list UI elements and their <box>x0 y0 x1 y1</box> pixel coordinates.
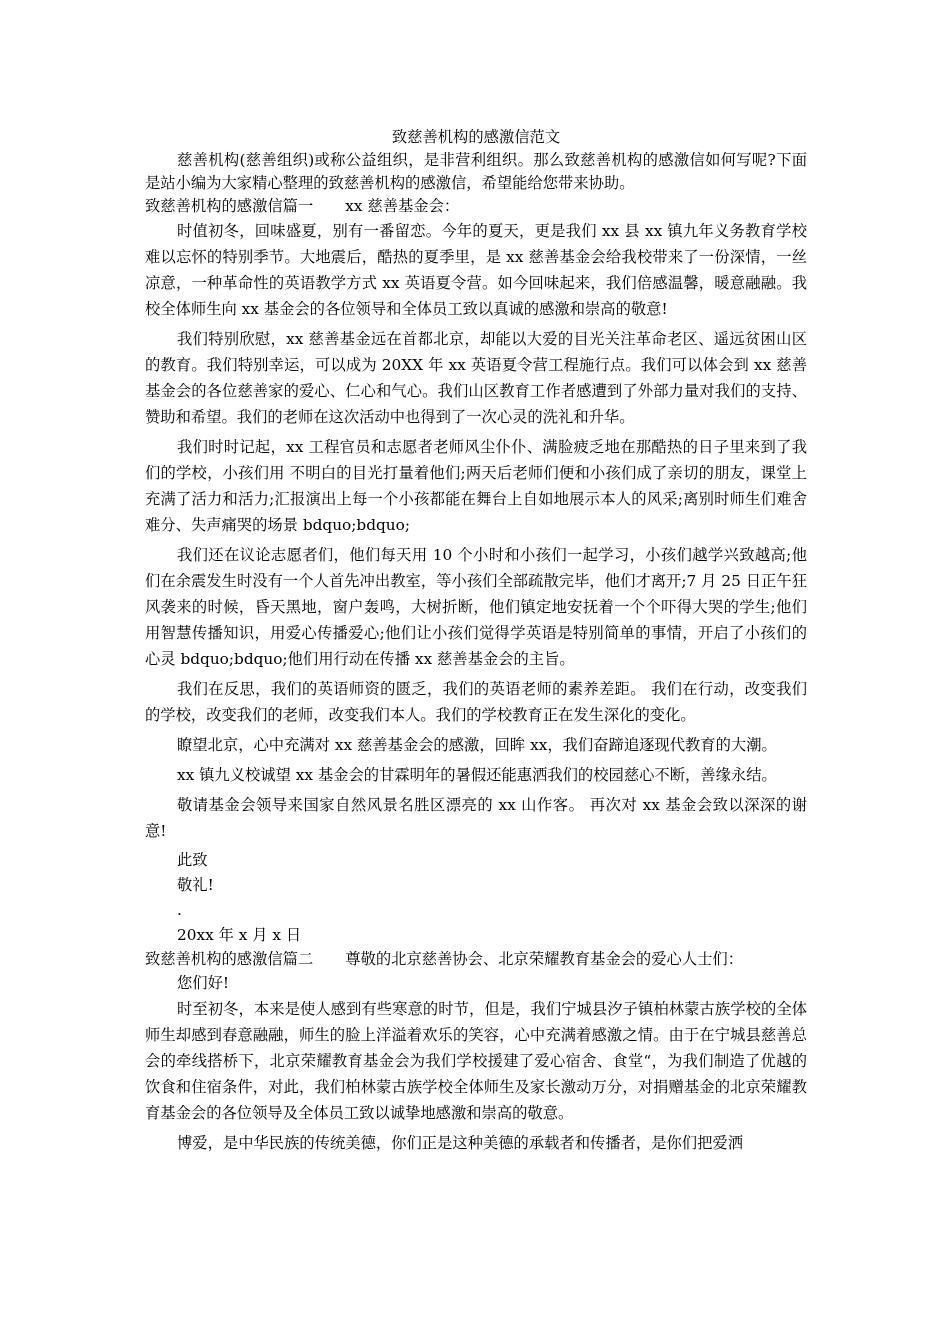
letter1-paragraph: 我们在反思，我们的英语师资的匮乏，我们的英语老师的素养差距。 我们在行动，改变我们的学校，改变我们的老师，改变我们本人。我们的学校教育正在发生深化的变化。 <box>145 680 807 724</box>
letter2-paragraph: 时至初冬，本来是使人感到有些寒意的时节，但是，我们宁城县汐子镇柏林蒙古族学校的全体师生却感到春意融融，师生的脸上洋溢着欢乐的笑容，心中充满着感激之情。由于在宁城县慈善总会的牵线搭桥下，北京荣耀教育基金会为我们学校援建了爱心宿舍、食堂“，为我们制造了优越的饮食和住宿条件，对此，我们柏林蒙古族学校全体师生及家长激动万分，对捐赠基金的北京荣耀教育基金会的各位领导及全体员工致以诚挚地感激和崇高的敬意。 <box>145 1000 807 1122</box>
letter2-heading: 致慈善机构的感激信篇二 <box>145 950 314 968</box>
closing-line-2: 敬礼! <box>177 876 214 894</box>
closing-dot: . <box>177 901 182 919</box>
letter1-heading-line <box>145 195 807 218</box>
letter1-paragraph: 我们时时记起，xx 工程官员和志愿者老师风尘仆仆、满脸疲乏地在那酷热的日子里来到了我们的学校，小孩们用 不明白的目光打量着他们;两天后老师们便和小孩们成了亲切的朋友，课堂上充满了活力和活力;汇报演出上每一个小孩都能在舞台上自如地展示本人的风采;离别时师生们难舍难分、失声痛哭的场景 bdquo;bdquo; <box>145 438 807 534</box>
letter2-paragraph: 博爱，是中华民族的传统美德，你们正是这种美德的承载者和传播者，是你们把爱洒 <box>177 1134 743 1152</box>
letter1-salutation: xx 慈善基金会： <box>345 197 460 215</box>
intro-paragraph: 慈善机构(慈善组织)或称公益组织，是非营利组织。那么致慈善机构的感激信如何写呢?下面是站小编为大家精心整理的致慈善机构的感激信，希望能给您带来协助。 <box>145 151 807 192</box>
letter1-paragraph: 我们还在议论志愿者们，他们每天用 10 个小时和小孩们一起学习，小孩们越学兴致越高;他们在余震发生时没有一个人首先冲出教室，等小孩们全部疏散完毕，他们才离开;7 月 25 日正午狂风袭来的时候，昏天黑地，窗户轰鸣，大树折断，他们镇定地安抚着一个个吓得大哭的学生;他们用智慧传播知识，用爱心传播爱心;他们让小孩们觉得学英语是特别简单的事情，开启了小孩们的心灵 bdquo;bdquo;他们用行动在传播 xx 慈善基金会的主旨。 <box>145 546 807 668</box>
letter1-heading: 致慈善机构的感激信篇一 <box>145 197 314 215</box>
document-body <box>145 126 807 1156</box>
closing-line-1: 此致 <box>177 851 208 869</box>
letter2-greeting: 您们好! <box>177 974 230 992</box>
letter1-paragraph: 我们特别欣慰，xx 慈善基金远在首都北京，却能以大爱的目光关注革命老区、遥远贫困山区的教育。我们特别幸运，可以成为 20XX 年 xx 英语夏令营工程施行点。我们可以体会到 xx 慈善基金会的各位慈善家的爱心、仁心和气心。我们山区教育工作者感遭到了外部力量对我们的支持、赞助和希望。我们的老师在这次活动中也得到了一次心灵的洗礼和升华。 <box>145 330 807 426</box>
letter1-paragraph: 敬请基金会领导来国家自然风景名胜区漂亮的 xx 山作客。 再次对 xx 基金会致以深深的谢意! <box>145 796 807 840</box>
letter1-paragraph: 时值初冬，回味盛夏，别有一番留恋。今年的夏天，更是我们 xx 县 xx 镇九年义务教育学校难以忘怀的特别季节。大地震后，酷热的夏季里，是 xx 慈善基金会给我校带来了一份深情，一丝凉意，一种革命性的英语教学方式 xx 英语夏令营。如今回味起来，我们倍感温馨，暖意融融。我校全体师生向 xx 基金会的各位领导和全体员工致以真诚的感激和崇高的敬意! <box>145 222 807 318</box>
letter1-date: 20xx 年 x 月 x 日 <box>177 926 302 944</box>
letter1-paragraph: xx 镇九义校诚望 xx 基金会的甘霖明年的暑假还能惠洒我们的校园慈心不断，善缘永结。 <box>177 766 777 784</box>
letter2-salutation: 尊敬的北京慈善协会、北京荣耀教育基金会的爱心人士们： <box>345 950 744 968</box>
document-title: 致慈善机构的感激信范文 <box>391 128 561 146</box>
letter1-paragraph: 瞭望北京，心中充满对 xx 慈善基金会的感激，回眸 xx，我们奋蹄追逐现代教育的大潮。 <box>177 736 777 754</box>
letter2-heading-line <box>145 948 807 971</box>
